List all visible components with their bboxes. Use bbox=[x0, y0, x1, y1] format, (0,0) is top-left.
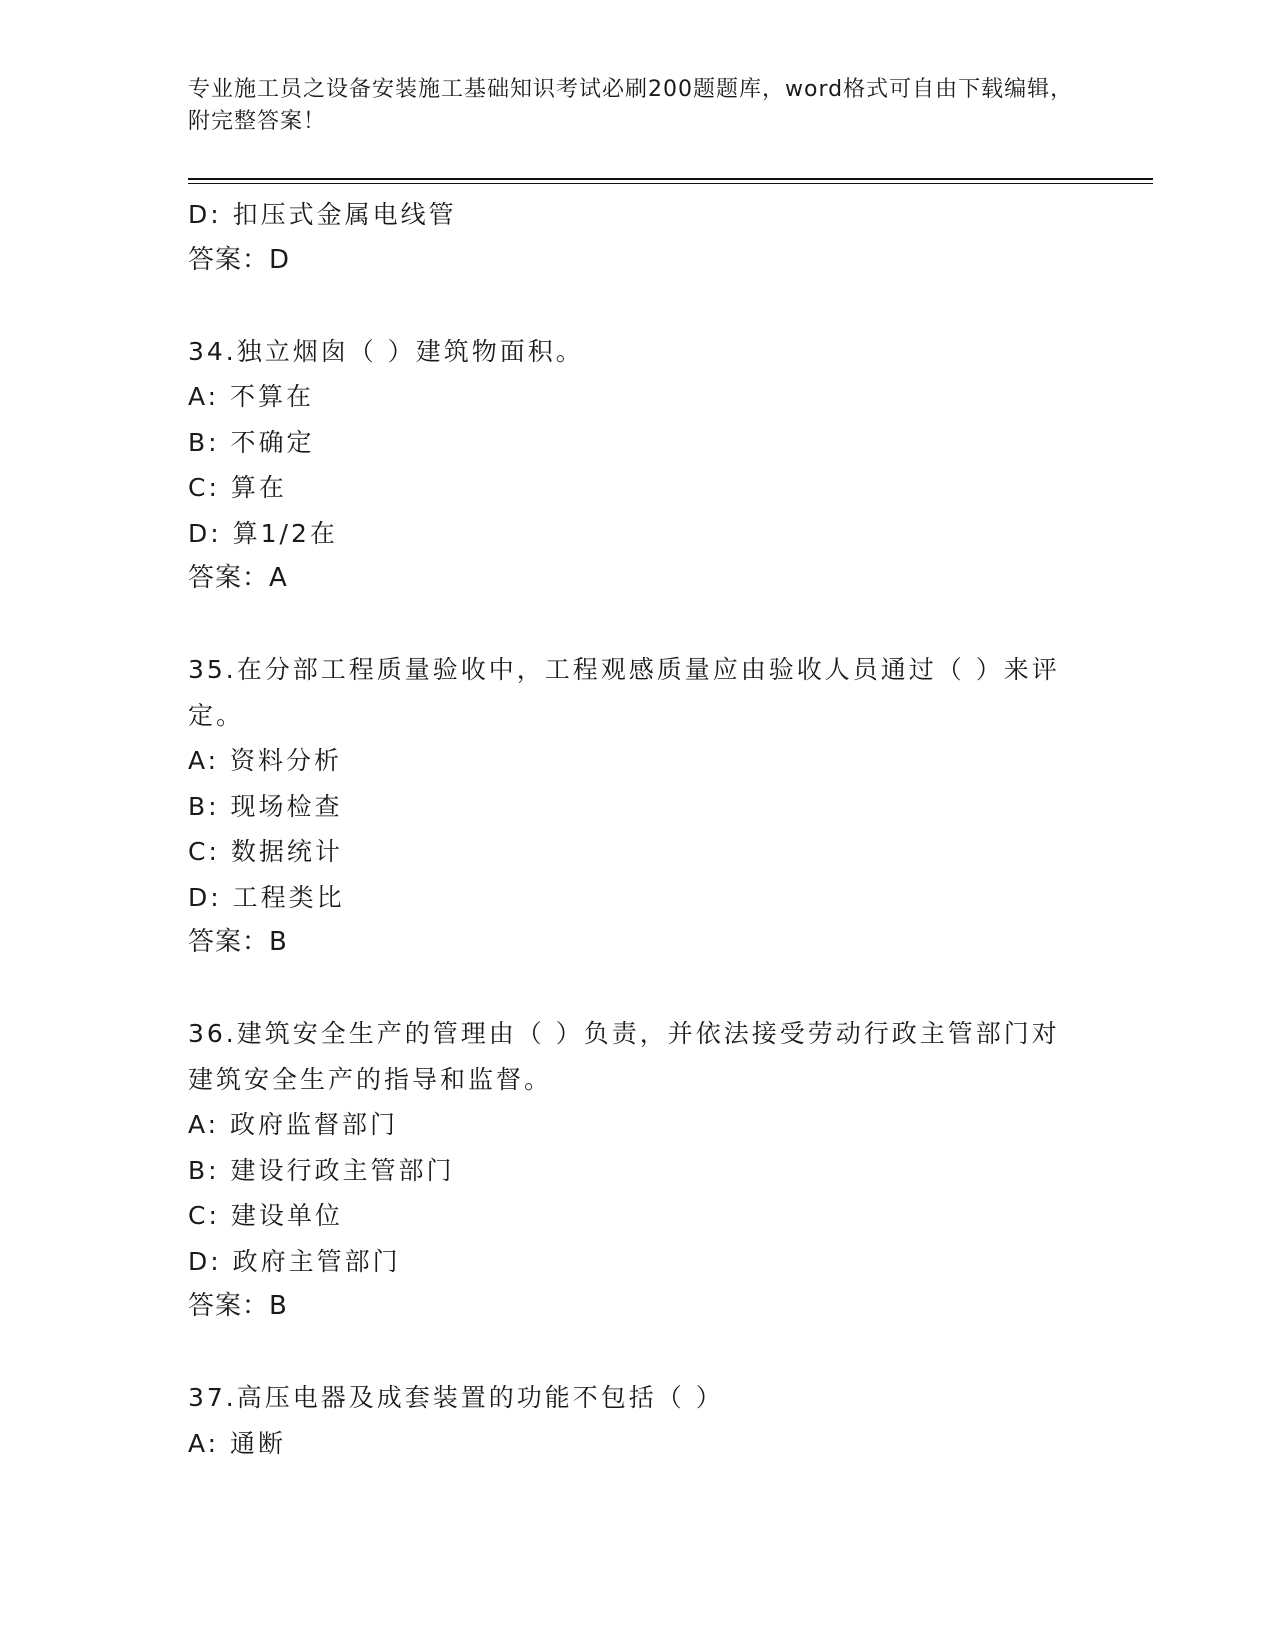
option-a: A: 通断 bbox=[188, 1428, 287, 1458]
option-c: C: 数据统计 bbox=[188, 837, 343, 866]
option-b: B: 建设行政主管部门 bbox=[188, 1155, 455, 1185]
question-36 bbox=[188, 1011, 1068, 1330]
spacer bbox=[188, 966, 1068, 1012]
option-a: A: 资料分析 bbox=[188, 746, 343, 775]
option-c: C: 算在 bbox=[188, 473, 287, 502]
answer-line: 答案：D bbox=[188, 244, 291, 275]
answer-line: 答案：B bbox=[188, 927, 288, 957]
option-a: A: 政府监督部门 bbox=[188, 1110, 399, 1139]
option-b: B: 现场检查 bbox=[188, 791, 343, 821]
document-header: 专业施工员之设备安装施工基础知识考试必刷200题题库，word格式可自由下载编辑，附完整答案！ bbox=[188, 77, 1074, 134]
question-stem: 34.独立烟囱（ ）建筑物面积。 bbox=[188, 336, 584, 366]
spacer bbox=[188, 1330, 1068, 1376]
spacer bbox=[188, 283, 1068, 329]
question-stem: 35.在分部工程质量验收中，工程观感质量应由验收人员通过（ ）来评定。 bbox=[188, 655, 1060, 730]
option-b: B: 不确定 bbox=[188, 427, 315, 457]
header-divider-thin bbox=[188, 183, 1153, 184]
spacer bbox=[188, 602, 1068, 648]
question-35 bbox=[188, 647, 1068, 966]
answer-line: 答案：A bbox=[188, 563, 288, 593]
option-d: D: 算1/2在 bbox=[188, 518, 338, 548]
question-list bbox=[188, 192, 1068, 1466]
question-stem: 37.高压电器及成套装置的功能不包括（ ） bbox=[188, 1383, 724, 1412]
header-divider-thick bbox=[188, 178, 1153, 180]
option-d: D: 扣压式金属电线管 bbox=[188, 200, 457, 229]
question-34 bbox=[188, 329, 1068, 602]
option-c: C: 建设单位 bbox=[188, 1201, 343, 1230]
answer-line: 答案：B bbox=[188, 1291, 288, 1321]
option-a: A: 不算在 bbox=[188, 382, 315, 411]
option-d: D: 政府主管部门 bbox=[188, 1246, 401, 1276]
option-d: D: 工程类比 bbox=[188, 882, 345, 912]
question-37 bbox=[188, 1375, 1068, 1466]
question-stem: 36.建筑安全生产的管理由（ ）负责，并依法接受劳动行政主管部门对建筑安全生产的指导和监督。 bbox=[188, 1019, 1060, 1094]
